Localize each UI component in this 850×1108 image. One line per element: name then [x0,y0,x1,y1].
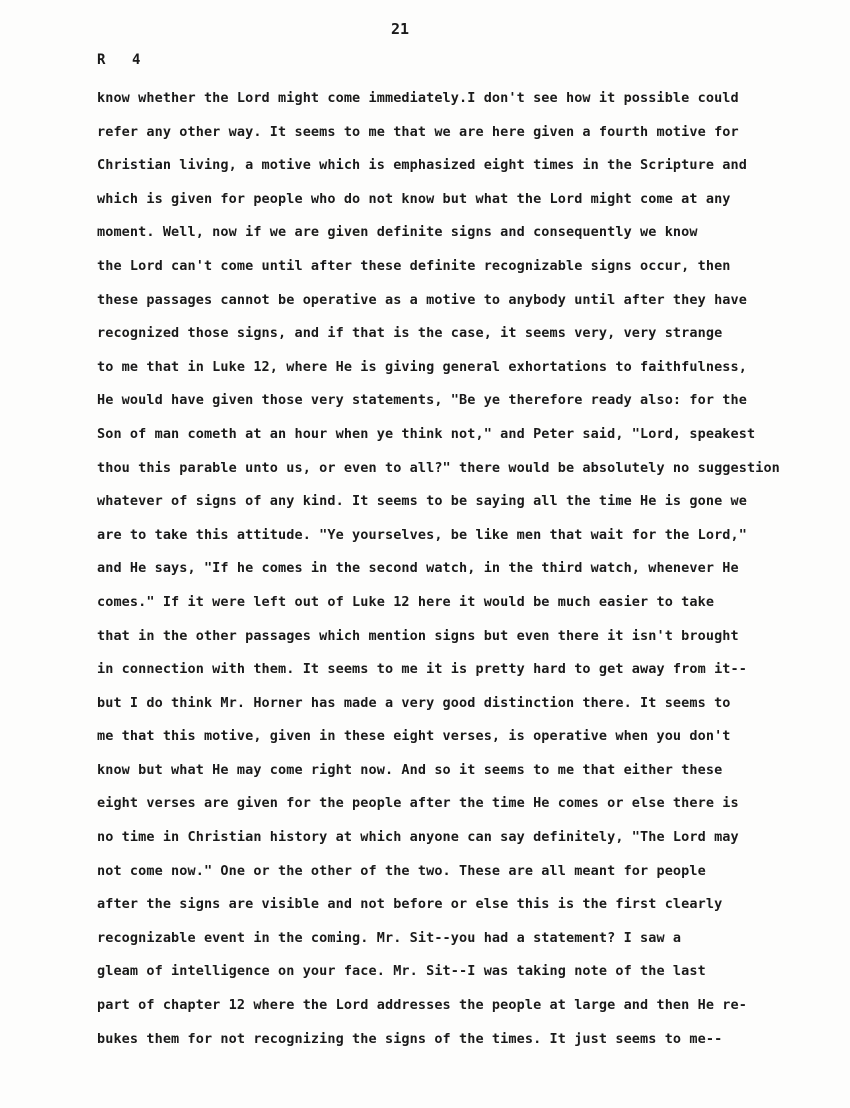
text-line: thou this parable unto us, or even to all?" there would be absolutely no suggestion [97,459,780,476]
text-line: in connection with them. It seems to me it is pretty hard to get away from it-- [97,661,747,678]
text-line: know but what He may come right now. And so it seems to me that either these [97,761,723,778]
section-letter: R [97,52,106,68]
text-line: Son of man cometh at an hour when ye think not," and Peter said, "Lord, speakest [97,425,756,442]
section-marker [97,52,141,68]
text-line: He would have given those very statements, "Be ye therefore ready also: for the [97,392,747,409]
text-line: eight verses are given for the people after the time He comes or else there is [97,795,739,812]
text-line: to me that in Luke 12, where He is giving general exhortations to faithfulness, [97,358,747,375]
text-line: are to take this attitude. "Ye yourselves, be like men that wait for the Lord," [97,526,747,543]
text-line: Christian living, a motive which is emphasized eight times in the Scripture and [97,157,747,174]
text-line: me that this motive, given in these eight verses, is operative when you don't [97,728,731,745]
text-line: after the signs are visible and not before or else this is the first clearly [97,896,723,913]
text-line: the Lord can't come until after these definite recognizable signs occur, then [97,257,731,274]
text-line: not come now." One or the other of the two. These are all meant for people [97,862,706,879]
text-line: recognized those signs, and if that is the case, it seems very, very strange [97,325,723,342]
text-line: part of chapter 12 where the Lord addresses the people at large and then He re- [97,997,747,1014]
text-line: bukes them for not recognizing the signs of the times. It just seems to me-- [97,1030,723,1047]
text-line: refer any other way. It seems to me that we are here given a fourth motive for [97,123,739,140]
text-line: which is given for people who do not know but what the Lord might come at any [97,190,731,207]
text-line: these passages cannot be operative as a motive to anybody until after they have [97,291,747,308]
page-number: 21 [390,20,410,38]
text-line: and He says, "If he comes in the second watch, in the third watch, whenever He [97,560,739,577]
text-line: gleam of intelligence on your face. Mr. Sit--I was taking note of the last [97,963,706,980]
text-line: but I do think Mr. Horner has made a very good distinction there. It seems to [97,694,731,711]
text-line: moment. Well, now if we are given definite signs and consequently we know [97,224,698,241]
body-text [97,88,797,1062]
text-line: that in the other passages which mention signs but even there it isn't brought [97,627,739,644]
text-line: comes." If it were left out of Luke 12 here it would be much easier to take [97,593,715,610]
text-line: recognizable event in the coming. Mr. Sit--you had a statement? I saw a [97,929,682,946]
section-page-number: 4 [131,52,141,68]
text-line: whatever of signs of any kind. It seems to be saying all the time He is gone we [97,493,747,510]
text-line: know whether the Lord might come immediately.I don't see how it possible could [97,90,739,106]
text-line: no time in Christian history at which anyone can say definitely, "The Lord may [97,829,739,846]
